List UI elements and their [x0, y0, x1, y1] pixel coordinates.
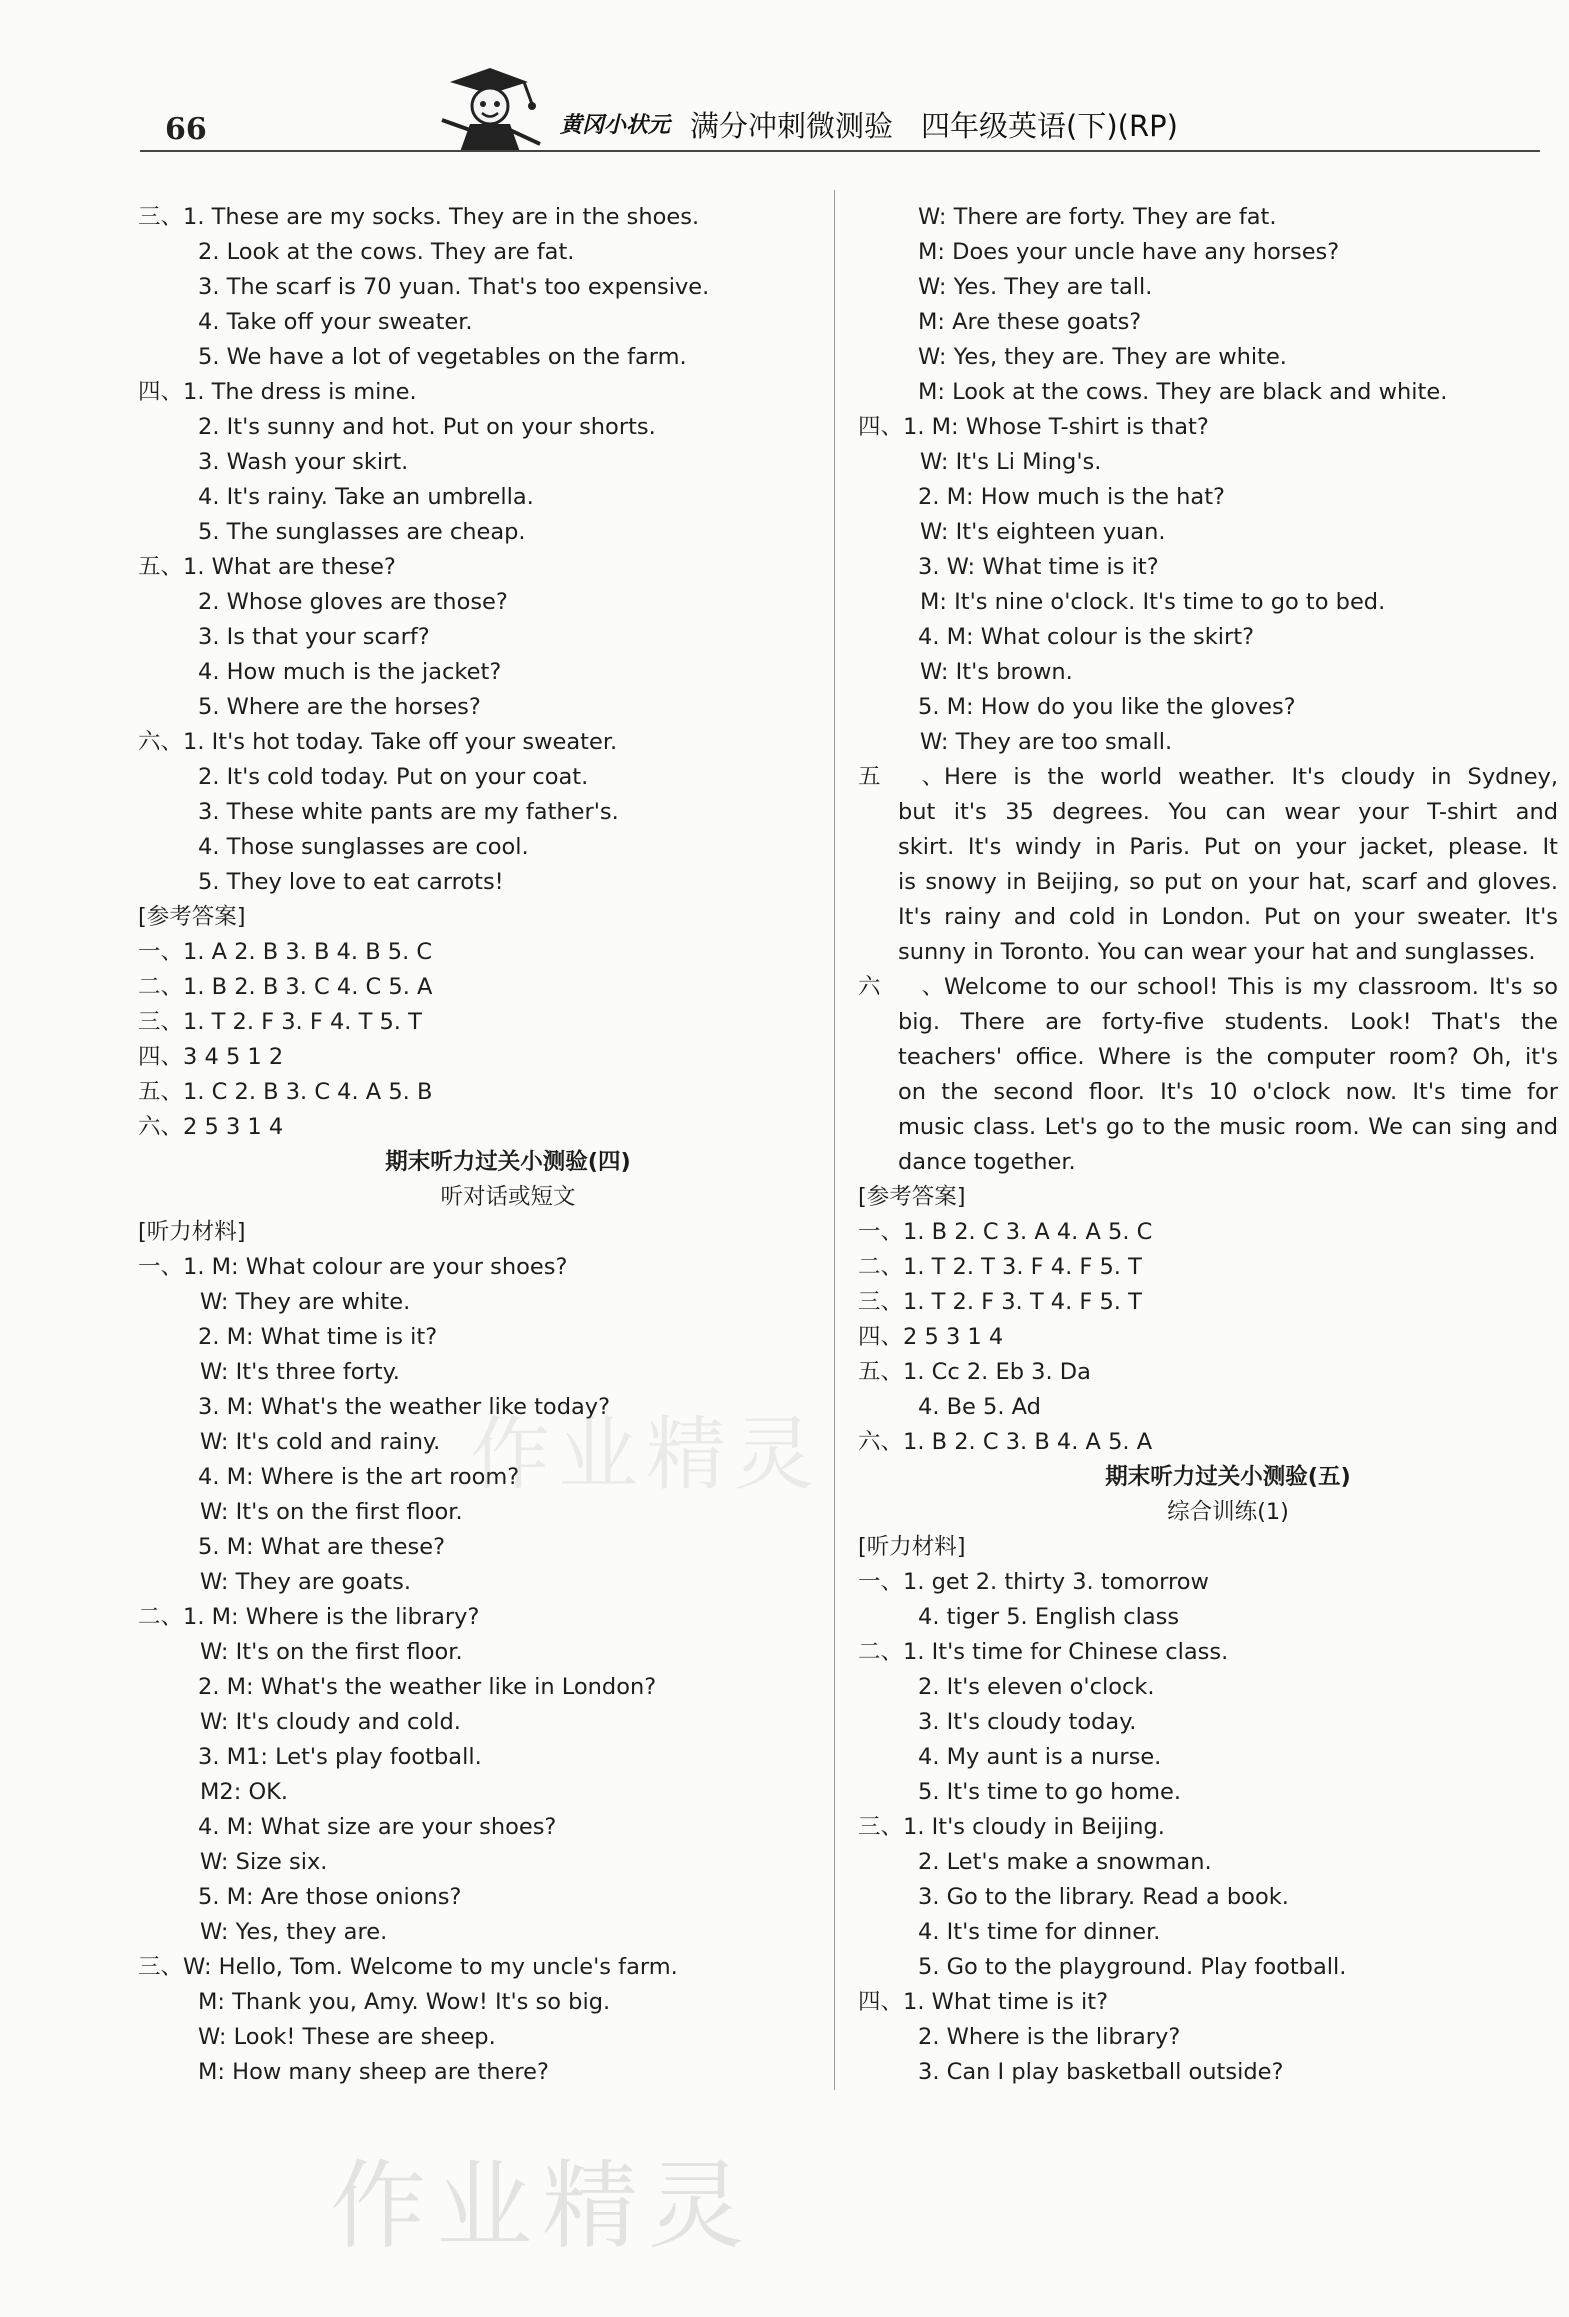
line-text: W: It's eighteen yuan. [920, 519, 1166, 545]
text-line [858, 2020, 1558, 2055]
text-line [858, 655, 1558, 690]
text-line [138, 410, 838, 445]
section-marker: 二、 [858, 1639, 904, 1665]
line-text: 4. M: What colour is the skirt? [918, 624, 1255, 650]
line-text: 3. M: What's the weather like today? [198, 1394, 611, 1420]
mascot-logo-icon [420, 60, 560, 155]
text-line [858, 550, 1558, 585]
text-line [858, 1915, 1558, 1950]
text-line [138, 1915, 838, 1950]
text-line [138, 200, 838, 235]
line-text: 2. Let's make a snowman. [918, 1849, 1212, 1875]
line-text: 1. Cc 2. Eb 3. Da [903, 1359, 1091, 1385]
text-line [138, 760, 838, 795]
text-line [138, 585, 838, 620]
section-marker: 三、 [858, 1814, 904, 1840]
text-line [138, 1985, 838, 2020]
text-line [858, 235, 1558, 270]
line-text: 2 5 3 1 4 [903, 1324, 1004, 1350]
line-text: 听对话或短文 [440, 1184, 576, 1210]
text-line [138, 480, 838, 515]
text-line [858, 480, 1558, 515]
line-text: 5. The sunglasses are cheap. [198, 519, 526, 545]
text-line [858, 305, 1558, 340]
section-marker: 一、 [858, 1569, 904, 1595]
text-line [138, 1950, 838, 1985]
text-line [138, 445, 838, 480]
line-text: 2. M: What's the weather like in London? [198, 1674, 657, 1700]
text-line [138, 1705, 838, 1740]
text-line [858, 1670, 1558, 1705]
text-line [138, 340, 838, 375]
line-text: W: Hello, Tom. Welcome to my uncle's farm. [183, 1954, 678, 1980]
line-text: W: They are white. [200, 1289, 411, 1315]
line-text: 4. M: Where is the art room? [198, 1464, 520, 1490]
brand-logo: 黄冈小状元 [560, 112, 671, 138]
section-marker: 三、 [138, 204, 184, 230]
text-line [138, 795, 838, 830]
line-text: W: It's on the first floor. [200, 1499, 463, 1525]
line-text: Welcome to our school! This is my classroom. It's so [944, 974, 1558, 1000]
text-line [858, 690, 1558, 725]
text-line [858, 1985, 1558, 2020]
text-line [138, 1775, 838, 1810]
line-text: 期末听力过关小测验(五) [1105, 1464, 1351, 1490]
line-text: 3. It's cloudy today. [918, 1709, 1137, 1735]
section-marker: 五、 [858, 1359, 904, 1385]
text-line [138, 725, 838, 760]
section-marker: 二、 [138, 974, 184, 1000]
line-text: 1. It's time for Chinese class. [903, 1639, 1229, 1665]
text-line [858, 410, 1558, 445]
line-text: 4. M: What size are your shoes? [198, 1814, 557, 1840]
section-marker: 四、 [858, 1989, 904, 2015]
text-line [858, 2055, 1558, 2090]
text-line [138, 1880, 838, 1915]
line-text: 4. Be 5. Ad [918, 1394, 1041, 1420]
line-text: music class. Let's go to the music room. We can sing and [898, 1114, 1558, 1140]
line-text: W: Size six. [200, 1849, 328, 1875]
text-line [138, 2055, 838, 2090]
line-text: 1. C 2. B 3. C 4. A 5. B [183, 1079, 433, 1105]
section-marker: 二、 [858, 1254, 904, 1280]
text-line [138, 1845, 838, 1880]
text-line [138, 1635, 838, 1670]
section-marker: 三、 [858, 1289, 904, 1315]
line-text: W: It's three forty. [200, 1359, 400, 1385]
text-line [858, 1355, 1558, 1390]
left-column [138, 200, 838, 2090]
line-text: M: How many sheep are there? [198, 2059, 549, 2085]
section-marker: 一、 [138, 939, 184, 965]
section-marker: 二、 [138, 1604, 184, 1630]
line-text: skirt. It's windy in Paris. Put on your jacket, please. It [898, 834, 1558, 860]
text-line [858, 1320, 1558, 1355]
line-text: [参考答案] [138, 904, 246, 930]
line-text: 2. It's cold today. Put on your coat. [198, 764, 589, 790]
line-text: but it's 35 degrees. You can wear your T-shirt and [898, 799, 1558, 825]
text-line [138, 515, 838, 550]
section-marker: 六、 [138, 729, 184, 755]
line-text: 期末听力过关小测验(四) [385, 1149, 631, 1175]
line-text: 1. B 2. B 3. C 4. C 5. A [183, 974, 433, 1000]
text-line [138, 1215, 838, 1250]
line-text: M: Thank you, Amy. Wow! It's so big. [198, 1989, 611, 2015]
text-line [138, 1180, 838, 1215]
section-marker: 六、 [858, 974, 944, 1000]
section-marker: 四、 [138, 379, 184, 405]
text-line [858, 1425, 1558, 1460]
line-text: on the second floor. It's 10 o'clock now. It's time for [898, 1079, 1558, 1105]
text-line [858, 865, 1558, 900]
text-line [138, 970, 838, 1005]
text-line [858, 1810, 1558, 1845]
text-line [858, 1145, 1558, 1180]
line-text: 1. These are my socks. They are in the shoes. [183, 204, 700, 230]
text-line [138, 1005, 838, 1040]
line-text: 4. It's time for dinner. [918, 1919, 1161, 1945]
line-text: W: It's brown. [920, 659, 1073, 685]
text-line [858, 445, 1558, 480]
line-text: 3. M1: Let's play football. [198, 1744, 482, 1770]
line-text: W: They are too small. [920, 729, 1173, 755]
section-marker: 一、 [138, 1254, 184, 1280]
text-line [858, 1565, 1558, 1600]
watermark: 作业精灵 [330, 2150, 754, 2262]
line-text: 综合训练(1) [1167, 1499, 1289, 1525]
line-text: W: There are forty. They are fat. [918, 204, 1277, 230]
text-line [858, 1040, 1558, 1075]
line-text: 2. M: How much is the hat? [918, 484, 1225, 510]
text-line [858, 1600, 1558, 1635]
line-text: W: Yes, they are. [200, 1919, 388, 1945]
section-marker: 六、 [138, 1114, 184, 1140]
line-text: 1. What time is it? [903, 1989, 1109, 2015]
text-line [858, 375, 1558, 410]
line-text: [参考答案] [858, 1184, 966, 1210]
text-line [138, 830, 838, 865]
line-text: M: Are these goats? [918, 309, 1142, 335]
text-line [138, 1110, 838, 1145]
text-line [138, 1530, 838, 1565]
line-text: sunny in Toronto. You can wear your hat and sunglasses. [898, 939, 1536, 965]
line-text: 3. Is that your scarf? [198, 624, 430, 650]
text-line [858, 1110, 1558, 1145]
line-text: 5. M: What are these? [198, 1534, 446, 1560]
line-text: W: It's cold and rainy. [200, 1429, 441, 1455]
text-line [138, 1285, 838, 1320]
line-text: 1. T 2. F 3. F 4. T 5. T [183, 1009, 422, 1035]
line-text: 3. Can I play basketball outside? [918, 2059, 1284, 2085]
page-number: 66 [165, 112, 207, 147]
text-line [138, 235, 838, 270]
line-text: 4. It's rainy. Take an umbrella. [198, 484, 534, 510]
text-line [138, 1565, 838, 1600]
text-line [858, 1250, 1558, 1285]
text-line [138, 1670, 838, 1705]
series-title: 满分冲刺微测验 [690, 109, 894, 143]
section-marker: 三、 [138, 1009, 184, 1035]
line-text: Here is the world weather. It's cloudy in Sydney, [944, 764, 1558, 790]
line-text: [听力材料] [858, 1534, 966, 1560]
line-text: 2. Whose gloves are those? [198, 589, 508, 615]
text-line [138, 1250, 838, 1285]
line-text: 4. Take off your sweater. [198, 309, 473, 335]
line-text: 3. These white pants are my father's. [198, 799, 619, 825]
line-text: 2. It's sunny and hot. Put on your shorts. [198, 414, 656, 440]
line-text: 4. How much is the jacket? [198, 659, 502, 685]
section-marker: 五、 [138, 1079, 184, 1105]
line-text: 3 4 5 1 2 [183, 1044, 284, 1070]
line-text: 2. M: What time is it? [198, 1324, 438, 1350]
line-text: 5. Where are the horses? [198, 694, 481, 720]
page-header [120, 60, 1540, 160]
text-line [858, 1705, 1558, 1740]
section-marker: 五、 [858, 764, 944, 790]
text-line [858, 200, 1558, 235]
text-line [858, 970, 1558, 1005]
line-text: 4. Those sunglasses are cool. [198, 834, 529, 860]
text-line [138, 865, 838, 900]
text-line [858, 1495, 1558, 1530]
text-line [858, 340, 1558, 375]
line-text: 1. A 2. B 3. B 4. B 5. C [183, 939, 433, 965]
text-line [858, 935, 1558, 970]
line-text: W: It's cloudy and cold. [200, 1709, 461, 1735]
text-line [858, 1215, 1558, 1250]
line-text: M: Look at the cows. They are black and white. [918, 379, 1448, 405]
section-marker: 三、 [138, 1954, 184, 1980]
line-text: [听力材料] [138, 1219, 246, 1245]
line-text: 2 5 3 1 4 [183, 1114, 284, 1140]
text-line [138, 1145, 838, 1180]
line-text: W: It's Li Ming's. [920, 449, 1102, 475]
line-text: W: Yes, they are. They are white. [918, 344, 1287, 370]
text-line [138, 900, 838, 935]
line-text: M: Does your uncle have any horses? [918, 239, 1340, 265]
text-line [858, 830, 1558, 865]
text-line [138, 550, 838, 585]
text-line [858, 1740, 1558, 1775]
line-text: 5. M: How do you like the gloves? [918, 694, 1296, 720]
line-text: M: It's nine o'clock. It's time to go to bed. [920, 589, 1386, 615]
text-line [858, 795, 1558, 830]
text-line [858, 1845, 1558, 1880]
line-text: 1. T 2. F 3. T 4. F 5. T [903, 1289, 1142, 1315]
line-text: 5. Go to the playground. Play football. [918, 1954, 1347, 1980]
text-line [858, 900, 1558, 935]
text-line [138, 935, 838, 970]
line-text: M2: OK. [200, 1779, 289, 1805]
line-text: It's rainy and cold in London. Put on your sweater. It's [898, 904, 1558, 930]
book-subtitle: 四年级英语(下)(RP) [921, 109, 1178, 143]
line-text: W: They are goats. [200, 1569, 412, 1595]
line-text: teachers' office. Where is the computer room? Oh, it's [898, 1044, 1558, 1070]
line-text: 3. Wash your skirt. [198, 449, 409, 475]
line-text: W: It's on the first floor. [200, 1639, 463, 1665]
text-line [858, 1005, 1558, 1040]
line-text: 1. B 2. C 3. B 4. A 5. A [903, 1429, 1153, 1455]
text-line [138, 270, 838, 305]
text-line [138, 1355, 838, 1390]
line-text: 1. The dress is mine. [183, 379, 417, 405]
section-marker: 四、 [138, 1044, 184, 1070]
text-line [138, 690, 838, 725]
line-text: 5. M: Are those onions? [198, 1884, 462, 1910]
section-marker: 四、 [858, 1324, 904, 1350]
text-line [858, 515, 1558, 550]
line-text: 3. The scarf is 70 yuan. That's too expensive. [198, 274, 710, 300]
line-text: W: Yes. They are tall. [918, 274, 1153, 300]
text-line [138, 620, 838, 655]
watermark-mid: 作业精灵 [470, 1408, 822, 1501]
line-text: 2. Where is the library? [918, 2024, 1181, 2050]
line-text: 1. M: What colour are your shoes? [183, 1254, 568, 1280]
text-line [858, 585, 1558, 620]
line-text: 1. M: Whose T-shirt is that? [903, 414, 1209, 440]
line-text: 1. It's hot today. Take off your sweater. [183, 729, 618, 755]
text-line [858, 620, 1558, 655]
line-text: 1. B 2. C 3. A 4. A 5. C [903, 1219, 1153, 1245]
line-text: dance together. [898, 1149, 1076, 1175]
section-marker: 一、 [858, 1219, 904, 1245]
header-rule [140, 150, 1540, 152]
text-line [858, 270, 1558, 305]
line-text: 5. It's time to go home. [918, 1779, 1182, 1805]
text-line [858, 1390, 1558, 1425]
text-line [138, 2020, 838, 2055]
line-text: 1. What are these? [183, 554, 396, 580]
section-marker: 四、 [858, 414, 904, 440]
line-text: W: Look! These are sheep. [198, 2024, 496, 2050]
text-line [858, 1530, 1558, 1565]
text-line [138, 655, 838, 690]
text-line [138, 1810, 838, 1845]
line-text: 1. It's cloudy in Beijing. [903, 1814, 1165, 1840]
section-marker: 五、 [138, 554, 184, 580]
line-text: big. There are forty-five students. Look! That's the [898, 1009, 1558, 1035]
line-text: 3. Go to the library. Read a book. [918, 1884, 1289, 1910]
text-line [858, 1285, 1558, 1320]
text-line [138, 1075, 838, 1110]
text-line [138, 1320, 838, 1355]
text-line [858, 760, 1558, 795]
text-line [858, 1775, 1558, 1810]
line-text: 2. It's eleven o'clock. [918, 1674, 1155, 1700]
line-text: 4. My aunt is a nurse. [918, 1744, 1162, 1770]
text-line [858, 1880, 1558, 1915]
text-line [138, 305, 838, 340]
section-marker: 六、 [858, 1429, 904, 1455]
line-text: 2. Look at the cows. They are fat. [198, 239, 575, 265]
text-line [858, 1950, 1558, 1985]
text-line [138, 1600, 838, 1635]
line-text: 4. tiger 5. English class [918, 1604, 1180, 1630]
text-line [858, 1075, 1558, 1110]
line-text: 1. M: Where is the library? [183, 1604, 480, 1630]
text-line [138, 1740, 838, 1775]
line-text: 1. get 2. thirty 3. tomorrow [903, 1569, 1209, 1595]
book-title [690, 104, 1178, 145]
text-line [138, 375, 838, 410]
text-line [858, 1635, 1558, 1670]
right-column [858, 200, 1558, 2090]
line-text: is snowy in Beijing, so put on your hat, scarf and gloves. [898, 869, 1558, 895]
text-line [858, 1180, 1558, 1215]
text-line [858, 1460, 1558, 1495]
text-line [138, 1040, 838, 1075]
line-text: 1. T 2. T 3. F 4. F 5. T [903, 1254, 1142, 1280]
line-text: 5. We have a lot of vegetables on the farm. [198, 344, 687, 370]
text-line [858, 725, 1558, 760]
line-text: 3. W: What time is it? [918, 554, 1159, 580]
line-text: 5. They love to eat carrots! [198, 869, 504, 895]
